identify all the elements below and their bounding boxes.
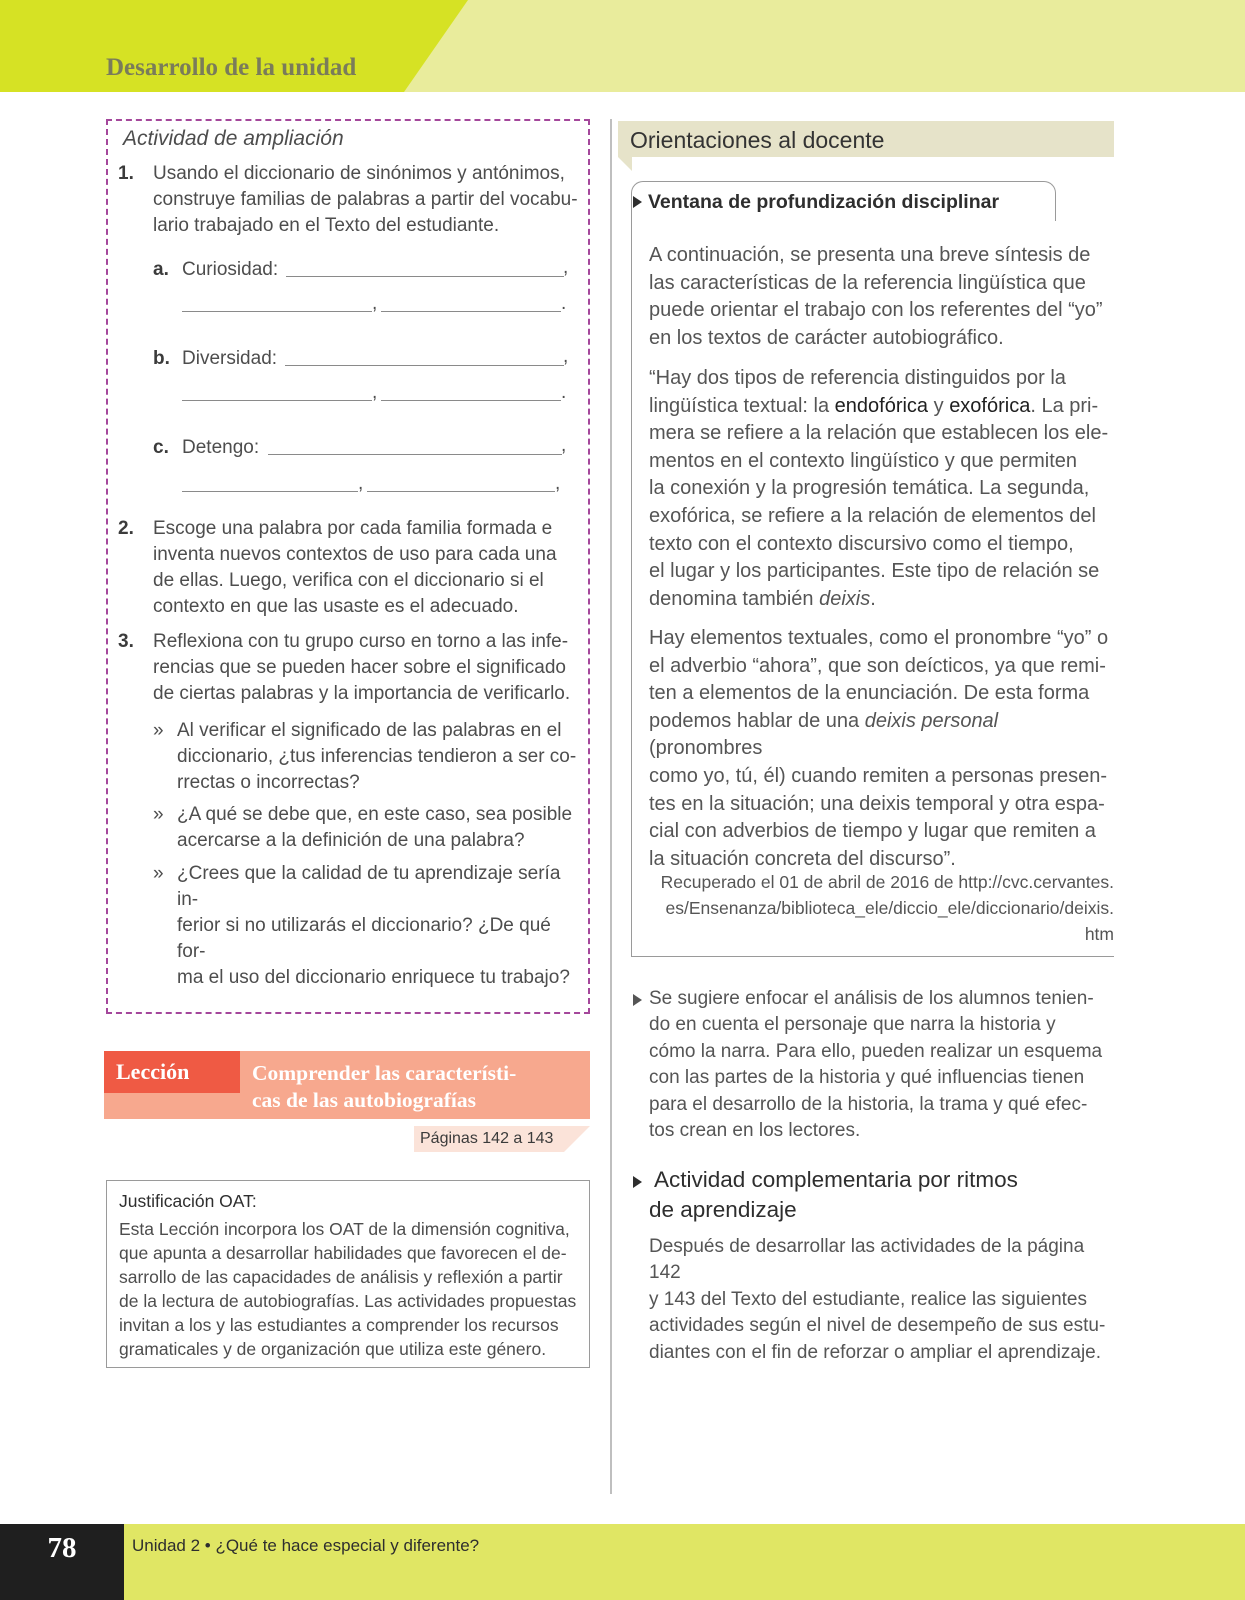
footer-unit-title: Unidad 2 • ¿Qué te hace especial y diferente? bbox=[132, 1536, 480, 1555]
activity-heading: Actividad de ampliación bbox=[123, 127, 344, 150]
separator-comma: , bbox=[358, 473, 364, 494]
item-number: 3. bbox=[118, 631, 134, 652]
separator-comma: , bbox=[561, 435, 567, 456]
separator-period: . bbox=[561, 382, 567, 403]
question-3: ¿Crees que la calidad de tu aprendizaje sería in- ferior si no utilizarás el diccionario? ¿De qué for- ma el uso del diccionario enriquece tu trabajo? bbox=[177, 863, 570, 988]
answer-line[interactable] bbox=[182, 400, 372, 401]
source-citation: Recuperado el 01 de abril de 2016 de http://cvc.cervantes. es/Ensenanza/biblioteca_ele/diccio_ele/diccionario/deixis. htm bbox=[660, 872, 1114, 944]
separator-period: . bbox=[561, 293, 567, 314]
lesson-title: Comprender las característi- cas de las autobiografías bbox=[252, 1061, 517, 1112]
answer-line[interactable] bbox=[285, 365, 564, 366]
separator-comma: , bbox=[563, 346, 569, 367]
window-paragraph-1: A continuación, se presenta una breve síntesis de las características de la referencia lingüística que puede orientar el trabajo con los referentes del “yo” en los textos de carácter autobiográfico. bbox=[649, 244, 1103, 349]
answer-line[interactable] bbox=[367, 491, 555, 492]
complementary-title: Actividad complementaria por ritmos de aprendizaje bbox=[649, 1167, 1018, 1222]
triangle-bullet-icon bbox=[633, 993, 642, 1011]
answer-line[interactable] bbox=[182, 311, 372, 312]
suggestion-text: Se sugiere enfocar el análisis de los alumnos tenien- do en cuenta el personaje que narra la historia y cómo la narra. Para ello, pueden realizar un esquema con las partes de la historia y qué influencias tienen para el desarrollo de la historia, la trama y qué efec- tos crean en los lectores. bbox=[649, 988, 1103, 1142]
answer-line[interactable] bbox=[381, 311, 561, 312]
lesson-label: Lección bbox=[116, 1059, 190, 1084]
triangle-bullet-icon bbox=[633, 195, 642, 213]
lesson-pages: Páginas 142 a 143 bbox=[420, 1130, 554, 1147]
answer-line[interactable] bbox=[381, 400, 561, 401]
window-title: Ventana de profundización disciplinar bbox=[648, 191, 1000, 213]
orientaciones-title: Orientaciones al docente bbox=[630, 127, 885, 153]
question-1: Al verificar el significado de las palabras en el diccionario, ¿tus inferencias tendieron a ser co- rrectas o incorrectas? bbox=[177, 720, 577, 793]
answer-line[interactable] bbox=[268, 454, 562, 455]
item3-text: Reflexiona con tu grupo curso en torno a las infe- rencias que se pueden hacer sobre el significado de ciertas palabras y la importancia de verificarlo. bbox=[153, 631, 571, 704]
column-divider bbox=[610, 119, 612, 1494]
option-label: Detengo: bbox=[182, 437, 260, 458]
oat-text: Esta Lección incorpora los OAT de la dimensión cognitiva, que apunta a desarrollar habilidades que favorecen el de- sarrollo de las capacidades de análisis y reflexión a partir de la lectura de autobiografías. Las actividades propuestas invitan a los y las estudiantes a comprender los recursos gramaticales y de organización que utiliza este género. bbox=[119, 1219, 577, 1359]
complementary-text: Después de desarrollar las actividades de la página 142 y 143 del Texto del estudiante, realice las siguientes actividades según el nivel de desempeño de sus estu- diantes con el fin de reforzar o ampliar el aprendizaje. bbox=[649, 1236, 1106, 1363]
answer-line[interactable] bbox=[286, 276, 564, 277]
option-label: Diversidad: bbox=[182, 348, 278, 369]
bullet-icon: » bbox=[153, 720, 164, 741]
separator-comma: , bbox=[563, 257, 569, 278]
separator-comma: , bbox=[372, 382, 378, 403]
item2-text: Escoge una palabra por cada familia formada e inventa nuevos contextos de uso para cada una de ellas. Luego, verifica con el diccionario si el contexto en que las usaste es el adecuado. bbox=[153, 518, 557, 617]
oat-title: Justificación OAT: bbox=[119, 1191, 257, 1211]
window-paragraph-3: Hay elementos textuales, como el pronombre “yo” o el adverbio “ahora”, que son deícticos, ya que remi- ten a elementos de la enunciación. De esta forma podemos hablar de una deixis personal (pronombres como yo, tú, él) cuando remiten a personas presen- tes en la situación; una deixis temporal y otra espa- cial con adverbios de tiempo y lugar que remiten a la situación concreta del discurso”. bbox=[649, 627, 1109, 870]
separator-comma: , bbox=[372, 293, 378, 314]
bullet-icon: » bbox=[153, 804, 164, 825]
option-letter: c. bbox=[153, 437, 169, 458]
option-label: Curiosidad: bbox=[182, 259, 279, 280]
orientaciones-corner-tab bbox=[618, 157, 632, 171]
window-paragraph-2: “Hay dos tipos de referencia distinguidos por la lingüística textual: la endofórica y exofórica. La pri- mera se refiere a la relación que establecen los ele- mentos en el contexto lingüístico y que permiten la conexión y la progresión temática. La segunda, exofórica, se refiere a la relación de elementos del texto con el contexto discursivo como el tiempo, el lugar y los participantes. Este tipo de relación se denomina también deixis. bbox=[649, 367, 1109, 610]
item-number: 2. bbox=[118, 518, 134, 539]
section-title: Desarrollo de la unidad bbox=[106, 54, 357, 81]
option-letter: b. bbox=[153, 348, 170, 369]
answer-line[interactable] bbox=[182, 491, 358, 492]
option-letter: a. bbox=[153, 259, 169, 280]
bullet-icon: » bbox=[153, 863, 164, 884]
item1-text: Usando el diccionario de sinónimos y antónimos, construye familias de palabras a partir del vocabu- lario trabajado en el Texto del estudiante. bbox=[153, 163, 578, 236]
page-number: 78 bbox=[47, 1532, 77, 1564]
question-2: ¿A qué se debe que, en este caso, sea posible acercarse a la definición de una palabra? bbox=[177, 804, 573, 851]
triangle-bullet-icon bbox=[633, 1175, 642, 1193]
separator-comma: , bbox=[555, 473, 561, 494]
item-number: 1. bbox=[118, 163, 134, 184]
